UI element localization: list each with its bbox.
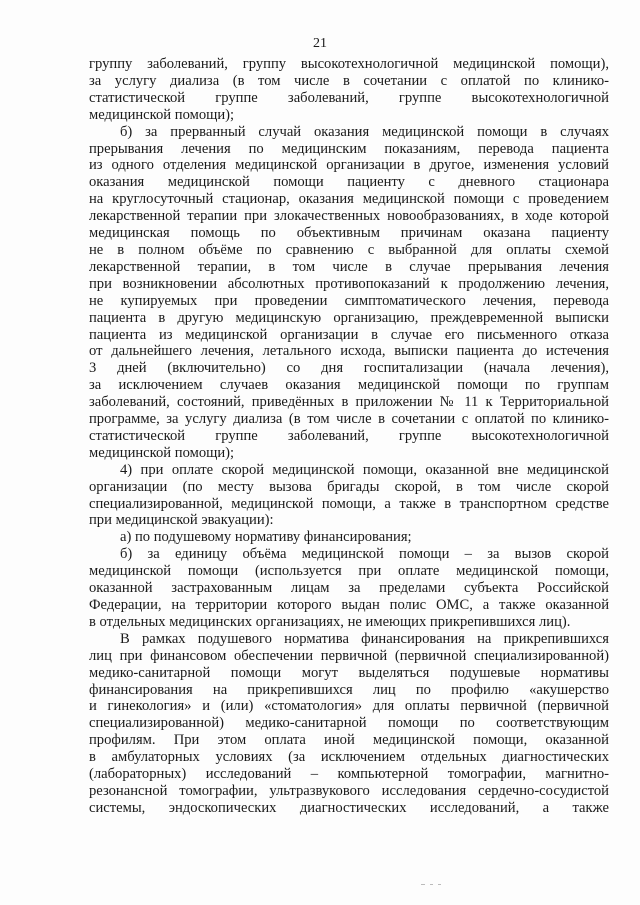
document-body xyxy=(89,56,609,817)
text-line: резонансной томографии, ультразвукового исследования сердечно-сосудистой xyxy=(89,782,609,799)
text-line: программе, за услугу диализа (в том числе в сочетании с оплатой по клинико- xyxy=(89,411,609,428)
paragraph xyxy=(89,631,609,817)
text-line: при возникновении абсолютных противопоказаний к продолжению лечения, xyxy=(89,275,609,292)
text-line: статистической группе заболеваний, группе высокотехнологичной xyxy=(89,89,609,106)
text-line: системы, эндоскопических диагностических исследований, а также xyxy=(89,799,609,816)
text-line: оказания медицинской помощи пациенту с дневного стационара xyxy=(89,174,609,191)
text-line: группу заболеваний, группу высокотехнологичной медицинской помощи), xyxy=(89,56,609,72)
text-line: в амбулаторных условиях (за исключением отдельных диагностических xyxy=(89,749,609,766)
page-number: 21 xyxy=(313,36,327,51)
paragraph xyxy=(89,462,609,530)
paragraph xyxy=(89,529,609,546)
text-line: прерывания лечения по медицинским показаниям, перевода пациента xyxy=(89,140,609,157)
text-line: за исключением случаев оказания медицинской помощи по группам xyxy=(89,377,609,394)
text-line: Федерации, на территории которого выдан полис ОМС, а также оказанной xyxy=(89,597,609,613)
text-line: лекарственной терапии при злокачественных новообразованиях, в ходе которой xyxy=(89,208,609,225)
paragraph xyxy=(89,546,609,631)
text-line: медицинская помощь по объективным причинам оказана пациенту xyxy=(89,225,609,242)
text-line: В рамках подушевого норматива финансирования на прикрепившихся xyxy=(120,630,609,647)
text-line: медицинской помощи); xyxy=(89,444,235,461)
text-line: медико-санитарной помощи могут выделяться подушевые нормативы xyxy=(89,664,609,681)
text-line: организации (по месту вызова бригады скорой, в том числе скорой xyxy=(89,478,609,495)
text-line: специализированной, медицинской помощи, а также в транспортном средстве xyxy=(89,495,609,512)
text-line: лекарственной терапии, в том числе в случае прерывания лечения xyxy=(89,258,609,275)
text-line: финансирования на прикрепившихся лиц по профилю «акушерство xyxy=(89,681,609,698)
text-line: не купируемых при проведении симптоматического лечения, перевода xyxy=(89,292,609,309)
text-line: медицинской помощи (используется при оплате медицинской помощи, xyxy=(89,563,609,580)
text-line: не в полном объёме по сравнению с выбранной для оплаты схемой xyxy=(89,241,609,258)
text-line: а) по подушевому нормативу финансирования; xyxy=(120,529,412,546)
text-line: (лабораторных) исследований – компьютерной томографии, магнитно- xyxy=(89,766,609,783)
paragraph xyxy=(89,124,609,462)
text-line: 4) при оплате скорой медицинской помощи, оказанной вне медицинской xyxy=(120,461,609,478)
text-line: 3 дней (включительно) со дня госпитализации (начала лечения), xyxy=(89,360,609,377)
scan-speck xyxy=(438,884,441,885)
text-line: за услугу диализа (в том числе в сочетании с оплатой по клинико- xyxy=(89,72,609,89)
text-line: профилям. При этом оплата иной медицинской помощи, оказанной xyxy=(89,732,609,749)
text-line: в отдельных медицинских организациях, не имеющих прикрепившихся лиц). xyxy=(89,613,571,630)
text-line: статистической группе заболеваний, группе высокотехнологичной xyxy=(89,427,609,444)
text-line: оказанной застрахованным лицам за пределами субъекта Российской xyxy=(89,580,609,597)
scan-speck xyxy=(430,884,433,885)
text-line: б) за прерванный случай оказания медицинской помощи в случаях xyxy=(120,123,609,140)
text-line: на круглосуточный стационар, оказания медицинской помощи с проведением xyxy=(89,191,609,208)
text-line: заболеваний, состояний, приведённых в приложении № 11 к Территориальной xyxy=(89,394,609,411)
text-line: при медицинской эвакуации): xyxy=(89,512,274,529)
text-line: специализированной) медико-санитарной помощи по соответствующим xyxy=(89,715,609,732)
text-line: пациента из медицинской организации в случае его письменного отказа xyxy=(89,326,609,343)
text-line: из одного отделения медицинской организации в другое, изменения условий xyxy=(89,157,609,174)
text-line: и гинекология» и (или) «стоматология» для оплаты первичной (первичной xyxy=(89,698,609,715)
text-line: медицинской помощи); xyxy=(89,106,235,123)
text-line: от дальнейшего лечения, летального исхода, выписки пациента до истечения xyxy=(89,343,609,360)
text-line: пациента в другую медицинскую организацию, преждевременной выписки xyxy=(89,309,609,326)
paragraph xyxy=(89,56,609,124)
text-line: лиц при финансовом обеспечении первичной (первичной специализированной) xyxy=(89,647,609,664)
scan-speck xyxy=(421,884,425,885)
text-line: б) за единицу объёма медицинской помощи – за вызов скорой xyxy=(120,546,609,563)
